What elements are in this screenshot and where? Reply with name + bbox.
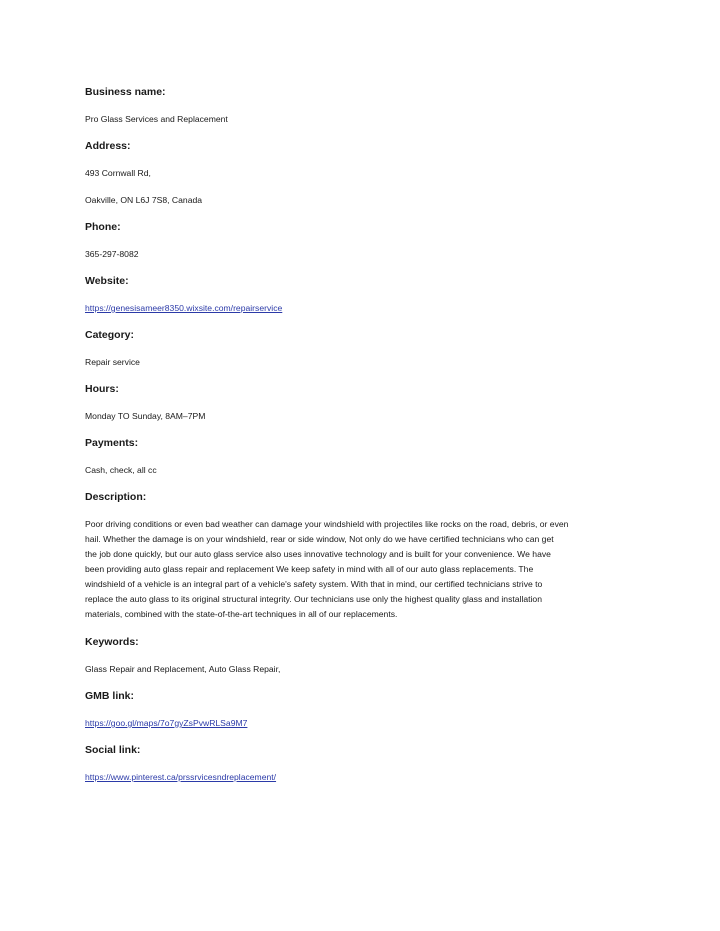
keywords-label: Keywords: (85, 636, 139, 648)
gmb-row (85, 716, 640, 730)
business-name-value: Pro Glass Services and Replacement (85, 114, 228, 124)
hours-value: Monday TO Sunday, 8AM–7PM (85, 411, 206, 421)
website-row (85, 301, 640, 315)
phone-value: 365-297-8082 (85, 249, 139, 259)
hours-label: Hours: (85, 383, 119, 395)
phone-label: Phone: (85, 221, 121, 233)
category-value: Repair service (85, 357, 140, 367)
gmb-link-label: GMB link: (85, 690, 134, 702)
description-line: been providing auto glass repair and replacement We keep safety in mind with all of our auto glass replacements. The (85, 564, 534, 574)
address-label: Address: (85, 140, 131, 152)
category-label: Category: (85, 329, 135, 341)
social-link-label: Social link: (85, 744, 141, 756)
payments-label: Payments: (85, 437, 139, 449)
website-label: Website: (85, 275, 129, 287)
description-text (85, 517, 640, 622)
business-name-label: Business name: (85, 86, 166, 98)
address-line-1: 493 Cornwall Rd, (85, 168, 151, 178)
description-line: materials, combined with the state-of-the-art techniques in all of our replacements. (85, 609, 398, 619)
description-label: Description: (85, 491, 147, 503)
description-line: the job done quickly, but our auto glass service also uses innovative technology and is built for your convenience. We have (85, 549, 551, 559)
social-link[interactable]: https://www.pinterest.ca/prssrvicesndreplacement/ (85, 772, 277, 782)
document-body (85, 85, 640, 784)
address-line-2: Oakville, ON L6J 7S8, Canada (85, 195, 203, 205)
payments-value: Cash, check, all cc (85, 465, 157, 475)
description-line: hail. Whether the damage is on your windshield, rear or side window, Not only do we have certified technicians who can get (85, 534, 554, 544)
gmb-link[interactable]: https://goo.gl/maps/7o7gyZsPvwRLSa9M7 (85, 718, 248, 728)
description-line: Poor driving conditions or even bad weather can damage your windshield with projectiles like rocks on the road, debris, or even (85, 519, 569, 529)
social-row (85, 770, 640, 784)
description-line: replace the auto glass to its original structural integrity. Our technicians use only the highest quality glass and installation (85, 594, 542, 604)
website-link[interactable]: https://genesisameer8350.wixsite.com/repairservice (85, 303, 283, 313)
keywords-value: Glass Repair and Replacement, Auto Glass Repair, (85, 664, 281, 674)
description-line: windshield of a vehicle is an integral part of a vehicle's safety system. With that in mind, our certified technicians strive to (85, 579, 543, 589)
